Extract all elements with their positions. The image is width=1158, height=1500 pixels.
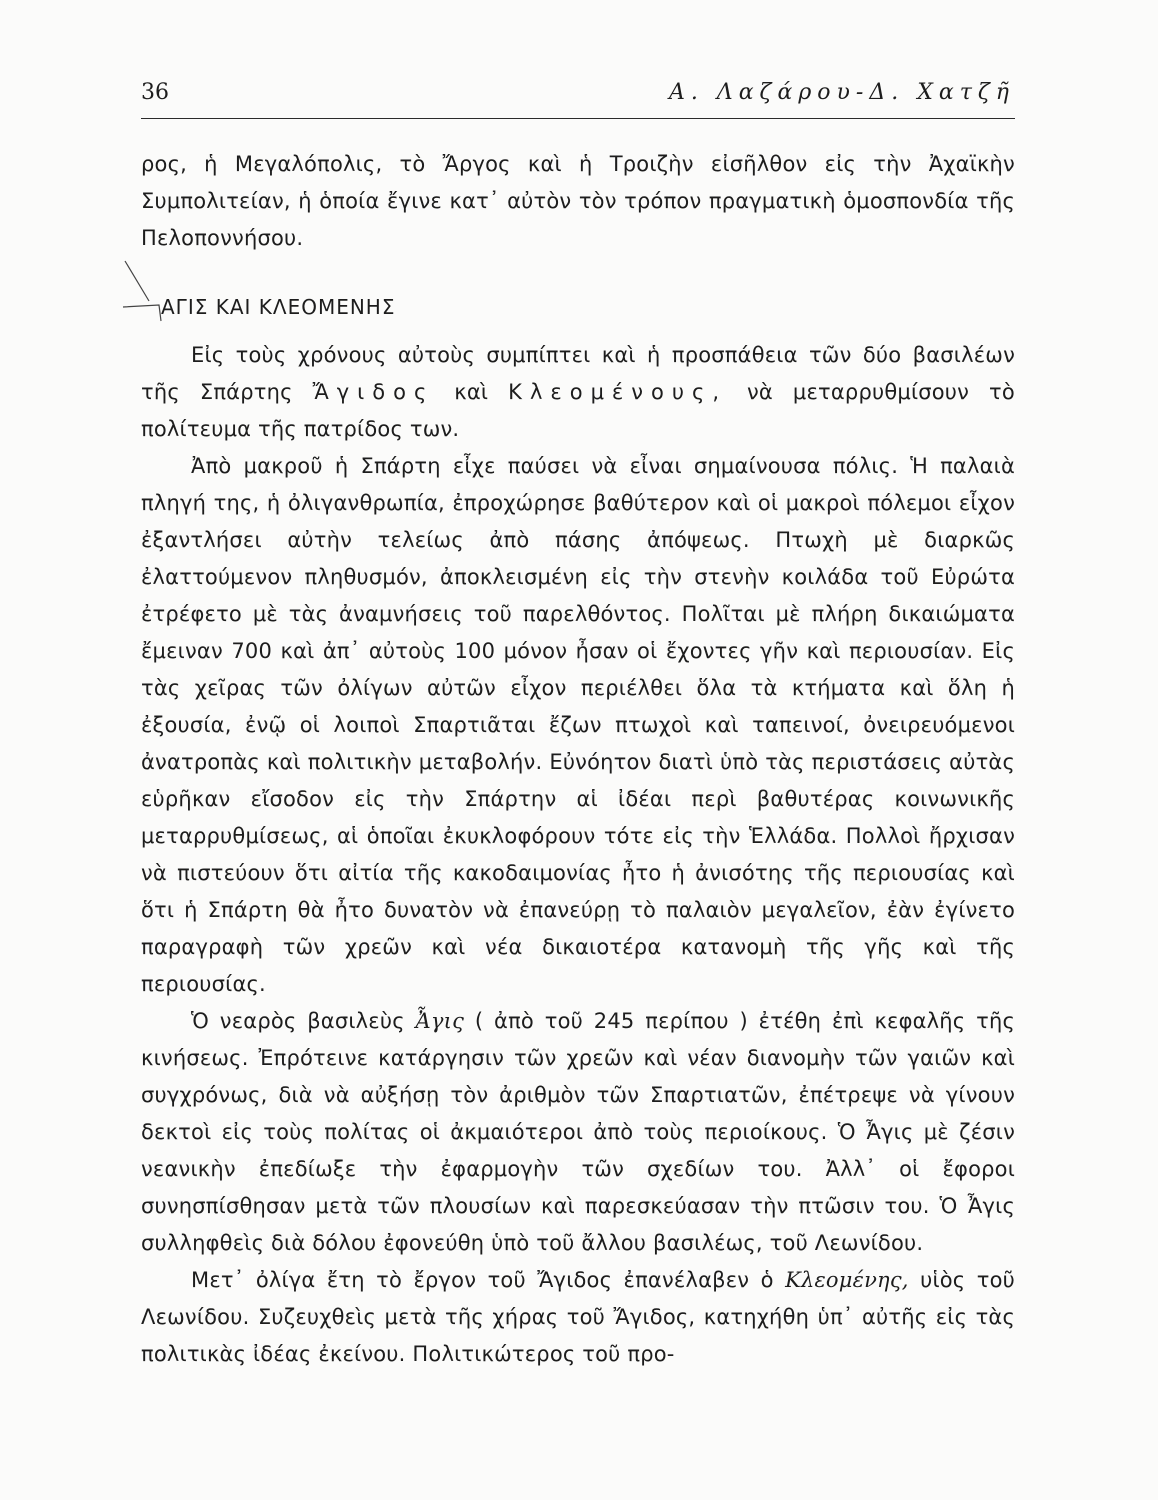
paragraph-5-start: Μετ᾽ ὀλίγα ἔτη τὸ ἔργον τοῦ Ἄγιδος ἐπανέλαβεν ὁ (191, 1268, 774, 1292)
and-word: καὶ (454, 380, 489, 404)
page-number: 36 (141, 80, 169, 105)
paragraph-2-start: Εἰς τοὺς χρόνους αὐτοὺς συμπίπτει καὶ ἡ προσπάθεια τῶν δύο βασιλέων τῆς Σπάρτης (141, 343, 1015, 404)
pencil-mark-icon (121, 259, 165, 329)
running-title: Α. Λαζάρου-Δ. Χατζῆ (668, 80, 1015, 105)
paragraph-4-end: ( ἀπὸ τοῦ 245 περίπου ) ἐτέθη ἐπὶ κεφαλῆς τῆς κινήσεως. Ἐπρότεινε κατάργησιν τῶν χρεῶν καὶ νέαν διανομὴν τῶν γαιῶν καὶ συγχρόνως, διὰ νὰ αὐξήσῃ τὸν ἀριθμὸν τῶν Σπαρτιατῶν, ἐπέτρεψε νὰ γίνουν δεκτοὶ εἰς τοὺς πολίτας οἱ ἀκμαιότεροι ἀπὸ τοὺς περιοίκους. Ὁ Ἆγις μὲ ζέσιν νεανικὴν ἐπεδίωξε τὴν ἐφαρμογὴν τῶν σχεδίων του. Ἀλλ᾽ οἱ ἔφοροι συνησπίσθησαν μετὰ τῶν πλουσίων καὶ παρεσκεύασαν τὴν πτῶσιν του. Ὁ Ἆγις συλληφθεὶς διὰ δόλου ἐφονεύθη ὑπὸ τοῦ ἄλλου βασιλέως, τοῦ Λεωνίδου. (141, 1009, 1015, 1255)
agis-name-italic: Ἆγις (415, 1009, 465, 1033)
running-head (141, 80, 1015, 114)
header-rule (141, 118, 1015, 119)
paragraph-4-start: Ὁ νεαρὸς βασιλεὺς (191, 1009, 405, 1033)
kleomenes-name-italic: Κλεομένης, (785, 1268, 909, 1292)
section-heading: ΑΓΙΣ ΚΑΙ ΚΛΕΟΜΕΝΗΣ (161, 295, 396, 319)
kleomenes-name-spaced: Κλεομένους, (508, 380, 728, 404)
paragraph-5-end: υἱὸς τοῦ Λεωνίδου. Συζευχθεὶς μετὰ τῆς χήρας τοῦ Ἄγιδος, κατηχήθη ὑπ᾽ αὐτῆς εἰς τὰς πολιτικὰς ἰδέας ἐκείνου. Πολιτικώτερος τοῦ προ- (141, 1268, 1015, 1366)
paragraph-1: ρος, ἡ Μεγαλόπολις, τὸ Ἄργος καὶ ἡ Τροιζὴν εἰσῆλθον εἰς τὴν Ἀχαϊκὴν Συμπολιτείαν, ἡ ὁποία ἔγινε κατ᾽ αὐτὸν τὸν τρόπον πραγματικὴ ὁμοσπονδία τῆς Πελοποννήσου. (141, 152, 1015, 250)
paragraph-4 (141, 1003, 1015, 1262)
paragraph-3: Ἀπὸ μακροῦ ἡ Σπάρτη εἶχε παύσει νὰ εἶναι σημαίνουσα πόλις. Ἡ παλαιὰ πληγή της, ἡ ὀλιγανθρωπία, ἐπροχώρησε βαθύτερον καὶ οἱ μακροὶ πόλεμοι εἶχον ἐξαντλήσει αὐτὴν τελείως ἀπὸ πάσης ἀπόψεως. Πτωχὴ μὲ διαρκῶς ἐλαττούμενον πληθυσμόν, ἀποκλεισμένη εἰς τὴν στενὴν κοιλάδα τοῦ Εὐρώτα ἐτρέφετο μὲ τὰς ἀναμνήσεις τοῦ παρελθόντος. Πολῖται μὲ πλήρη δικαιώματα ἔμειναν 700 καὶ ἀπ᾽ αὐτοὺς 100 μόνον ἦσαν οἱ ἔχοντες γῆν καὶ περιουσίαν. Εἰς τὰς χεῖρας τῶν ὀλίγων αὐτῶν εἶχον περιέλθει ὅλα τὰ κτήματα καὶ ὅλη ἡ ἐξουσία, ἐνῷ οἱ λοιποὶ Σπαρτιᾶται ἔζων πτωχοὶ καὶ ταπεινοί, ὀνειρευόμενοι ἀνατροπὰς καὶ πολιτικὴν μεταβολήν. Εὐνόητον διατὶ ὑπὸ τὰς περιστάσεις αὐτὰς εὑρῆκαν εἴσοδον εἰς τὴν Σπάρτην αἱ ἰδέαι περὶ βαθυτέρας κοινωνικῆς μεταρρυθμίσεως, αἱ ὁποῖαι ἐκυκλοφόρουν τότε εἰς τὴν Ἑλλάδα. Πολλοὶ ἤρχισαν νὰ πιστεύουν ὅτι αἰτία τῆς κακοδαιμονίας ἦτο ἡ ἀνισότης τῆς περιουσίας καὶ ὅτι ἡ Σπάρτη θὰ ἦτο δυνατὸν νὰ ἐπανεύρῃ τὸ παλαιὸν μεγαλεῖον, ἐὰν ἐγίνετο παραγραφὴ τῶν χρεῶν καὶ νέα δικαιοτέρα κατανομὴ τῆς γῆς καὶ τῆς περιουσίας. (141, 454, 1015, 996)
main-text (141, 146, 1015, 1373)
section-heading-container (161, 295, 1015, 319)
paragraph-2 (141, 337, 1015, 448)
paragraph-5 (141, 1262, 1015, 1373)
agis-name-spaced: Ἄγιδος (312, 380, 435, 404)
paragraph-2-end: νὰ μεταρρυθμίσουν τὸ πολίτευμα τῆς πατρίδος των. (141, 380, 1015, 441)
